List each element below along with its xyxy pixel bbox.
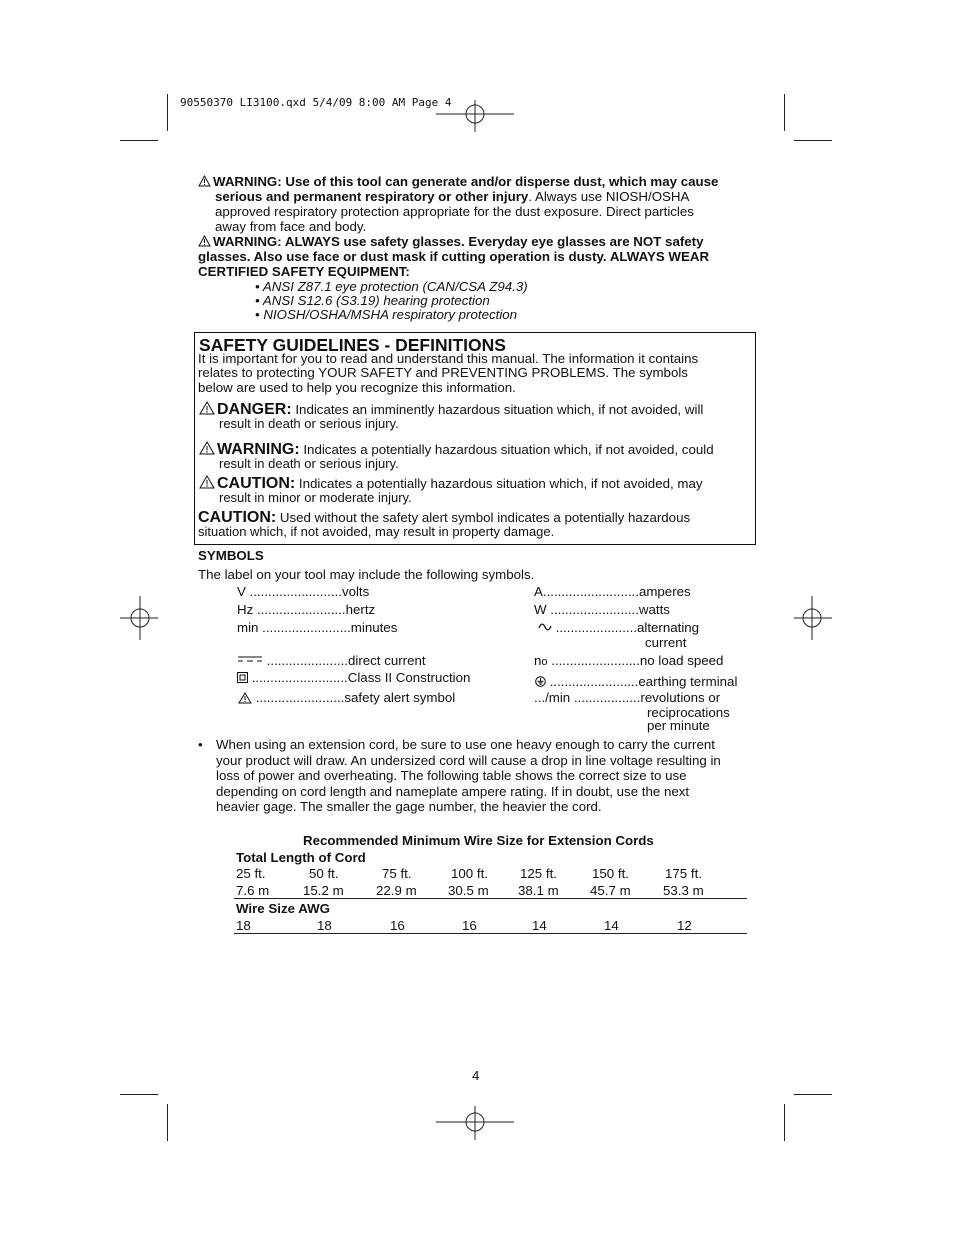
warning-definition: WARNING: Indicates a potentially hazardous situation which, if not avoided, could result in death or serious injury. [199,441,751,470]
table-cell: 25 ft. [236,866,266,881]
table-cell: 18 [317,918,332,933]
warning-triangle-icon [199,475,215,489]
symbol-meaning-continued: current [645,635,687,650]
extension-cord-paragraph: When using an extension cord, be sure to use one heavy enough to carry the current your product will draw. An undersized cord will cause a drop in line voltage resulting in loss of power and overheating. The following table shows the correct size to use depending on cord length and nameplate ampere rating. If in doubt, use the next heavier gage. The smaller the gage number, the heavier the cord. [216,737,721,814]
table-cell: 75 ft. [382,866,412,881]
crop-mark [794,140,832,141]
table-cell: 14 [604,918,619,933]
warning-triangle-icon [199,441,215,455]
direct-current-icon [237,655,263,665]
crop-mark [120,1094,158,1095]
crop-mark [794,1094,832,1095]
symbol-row-volts: V .........................volts [237,584,370,599]
warning-triangle-icon [198,175,211,187]
table-divider [234,933,747,934]
warnings-block [198,174,768,322]
warning-glasses-text: glasses. Also use face or dust mask if cutting operation is dusty. ALWAYS WEAR [198,249,710,264]
table-divider [234,898,747,899]
bullet-icon: • [198,737,203,752]
crop-mark [120,140,158,141]
symbol-row-direct-current: ......................direct current [237,653,426,668]
symbol-meaning-continued: per minute [647,718,710,733]
caution-property-definition: CAUTION: Used without the safety alert symbol indicates a potentially hazardous situation which, if not avoided, may result in property damage. [198,509,691,539]
warning-glasses-text: WARNING: ALWAYS use safety glasses. Everyday eye glasses are NOT safety [213,234,704,249]
warning-glasses-text: CERTIFIED SAFETY EQUIPMENT: [198,264,410,279]
warning-dust-text: . Always use NIOSH/OSHA [528,189,690,204]
equipment-list [198,279,768,322]
crop-mark [784,1104,785,1141]
table-cell: 15.2 m [303,883,344,898]
symbol-row-alternating-current: ......................alternating [538,620,699,635]
table-cell: 14 [532,918,547,933]
table-cell: 53.3 m [663,883,704,898]
symbol-row-minutes: min ........................minutes [237,620,398,635]
warning-triangle-icon [199,401,215,415]
warning-dust-bold: serious and permanent respiratory or other injury [215,189,529,204]
table-cell: 38.1 m [518,883,559,898]
table-cell: 30.5 m [448,883,489,898]
symbol-row-rpm: .../min ..................revolutions or [534,690,721,705]
registration-mark-icon [120,596,160,640]
earthing-terminal-icon [535,676,546,687]
section-title: SAFETY GUIDELINES - DEFINITIONS [199,335,506,355]
symbols-intro: The label on your tool may include the following symbols. [198,567,535,582]
table-cell: 175 ft. [665,866,702,881]
file-slug: 90550370 LI3100.qxd 5/4/09 8:00 AM Page 4 [180,96,452,109]
table-cell: 45.7 m [590,883,631,898]
registration-mark-icon [436,1104,516,1144]
list-item: • NIOSH/OSHA/MSHA respiratory protection [255,307,518,322]
guidelines-intro: It is important for you to read and understand this manual. The information it contains relates to protecting YOUR SAFETY and PREVENTING PROBLEMS. The symbols below are used to help you recognize this information. [198,351,699,395]
symbols-heading: SYMBOLS [198,548,264,563]
class-ii-construction-icon [237,672,248,683]
crop-mark [167,94,168,131]
table-cell: 16 [462,918,477,933]
symbol-row-amperes: A..........................amperes [534,584,691,599]
table-cell: 125 ft. [520,866,557,881]
table-cell: 22.9 m [376,883,417,898]
crop-mark [784,94,785,131]
table-cell: 50 ft. [309,866,339,881]
symbol-row-watts: W ........................watts [534,602,670,617]
symbol-row-earthing-terminal: ........................earthing terminal [535,674,737,689]
symbol-row-safety-alert: ........................safety alert symbol [238,690,455,705]
list-item: • ANSI Z87.1 eye protection (CAN/CSA Z94.3) [255,279,528,294]
table-cell: 7.6 m [236,883,270,898]
table-cell: 12 [677,918,692,933]
safety-alert-icon [238,692,252,704]
warning-triangle-icon [198,235,211,247]
warning-dust-text: away from face and body. [215,219,367,234]
warning-dust-heading: WARNING: Use of this tool can generate and/or disperse dust, which may cause [213,174,719,189]
table-awg-heading: Wire Size AWG [236,901,330,916]
alternating-current-icon [538,622,552,632]
registration-mark-icon [794,596,834,640]
caution-definition: CAUTION: Indicates a potentially hazardous situation which, if not avoided, may result in minor or moderate injury. [199,475,751,504]
page-number: 4 [472,1068,480,1083]
table-cell: 100 ft. [451,866,488,881]
danger-definition: DANGER: Indicates an imminently hazardous situation which, if not avoided, will result in death or serious injury. [199,401,751,430]
list-item: • ANSI S12.6 (S3.19) hearing protection [255,293,490,308]
table-title: Recommended Minimum Wire Size for Extension Cords [303,833,654,848]
table-cell: 150 ft. [592,866,629,881]
crop-mark [167,1104,168,1141]
symbol-row-class-ii: ..........................Class II Construction [237,670,470,685]
table-length-heading: Total Length of Cord [236,850,366,865]
safety-guidelines-box [194,332,756,545]
symbol-meaning-continued: reciprocations [647,705,730,720]
symbol-row-no-load-speed: no ........................no load speed [534,653,724,668]
warning-dust-text: approved respiratory protection appropriate for the dust exposure. Direct particles [215,204,694,219]
table-cell: 18 [236,918,251,933]
table-cell: 16 [390,918,405,933]
symbol-row-hertz: Hz ........................hertz [237,602,376,617]
